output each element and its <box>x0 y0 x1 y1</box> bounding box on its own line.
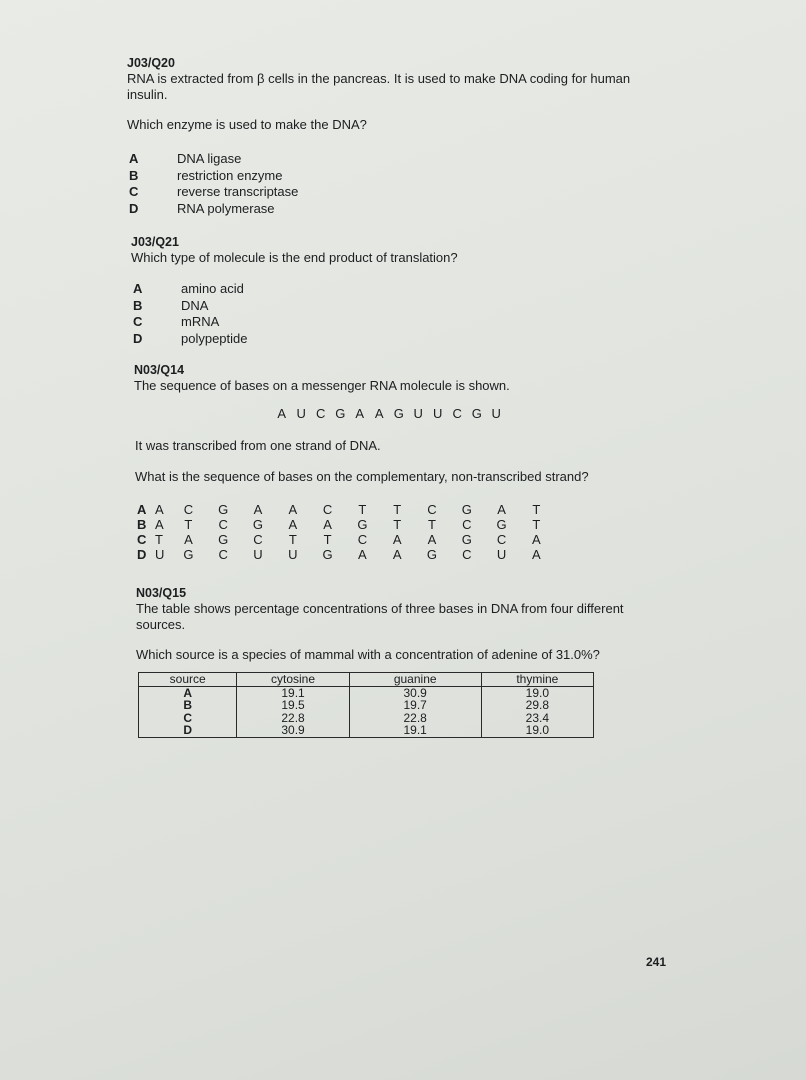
base: G <box>471 406 482 421</box>
question-text: RNA is extracted from β cells in the pancreas. It is used to make DNA coding for human insulin. <box>127 71 631 102</box>
option-d: D RNA polymerase <box>129 200 275 216</box>
question-prompt: Which source is a species of mammal with a concentration of adenine of 31.0%? <box>136 647 600 662</box>
question-n03-q14 <box>134 362 654 394</box>
base: C <box>452 406 462 421</box>
header-cytosine: cytosine <box>237 673 349 687</box>
base: G <box>393 406 404 421</box>
option-d: D polypeptide <box>133 330 248 346</box>
option-c: C reverse transcriptase <box>129 184 299 199</box>
base: G <box>335 406 346 421</box>
option-b: B A T C G A A G T T C G T <box>137 517 541 532</box>
header-source: source <box>139 673 237 687</box>
base: C <box>316 406 326 421</box>
question-text: Which type of molecule is the end product of translation? <box>131 250 458 265</box>
table-row: B 19.5 19.7 29.8 <box>139 699 594 712</box>
options-j03-q20 <box>129 151 298 217</box>
question-id: N03/Q14 <box>134 363 185 377</box>
question-text-2: It was transcribed from one strand of DNA. <box>135 438 381 453</box>
base: A <box>355 406 365 421</box>
option-b: B DNA <box>133 297 209 313</box>
table-row: D 30.9 19.1 19.0 <box>139 724 594 737</box>
question-text: The sequence of bases on a messenger RNA molecule is shown. <box>134 378 510 393</box>
option-a: A A C G A A C T T C G A T <box>137 502 541 517</box>
question-j03-q21 <box>131 234 651 266</box>
base: A <box>277 406 287 421</box>
option-c: C T A G C T T C A A G C A <box>137 532 541 547</box>
option-a: A amino acid <box>133 281 244 296</box>
header-guanine: guanine <box>349 673 481 687</box>
mrna-sequence <box>272 406 506 421</box>
page-number: 241 <box>645 955 666 969</box>
options-n03-q14 <box>137 502 554 562</box>
base: A <box>374 406 384 421</box>
option-a: A DNA ligase <box>129 151 242 166</box>
options-j03-q21 <box>133 281 248 347</box>
question-prompt: Which enzyme is used to make the DNA? <box>127 117 367 132</box>
table-row: C 22.8 22.8 23.4 <box>139 712 594 725</box>
base: U <box>433 406 443 421</box>
question-id: J03/Q20 <box>127 56 175 70</box>
question-text: The table shows percentage concentrations of three bases in DNA from four different sources. <box>136 601 624 632</box>
header-thymine: thymine <box>481 673 593 687</box>
table-header-row <box>139 673 594 687</box>
question-id: N03/Q15 <box>136 586 187 600</box>
option-b: B restriction enzyme <box>129 167 283 183</box>
question-n03-q15 <box>136 585 676 663</box>
base: U <box>296 406 306 421</box>
option-c: C mRNA <box>133 314 220 329</box>
option-d: D U G C U U G A A G C U A <box>137 547 541 562</box>
base: U <box>413 406 423 421</box>
table-row: A 19.1 30.9 19.0 <box>139 686 594 699</box>
base-concentration-table <box>138 672 594 738</box>
question-j03-q20 <box>127 55 647 133</box>
base: U <box>491 406 501 421</box>
question-id: J03/Q21 <box>131 235 179 249</box>
question-prompt: What is the sequence of bases on the complementary, non-transcribed strand? <box>135 469 589 484</box>
question-n03-q14-body <box>135 438 655 485</box>
